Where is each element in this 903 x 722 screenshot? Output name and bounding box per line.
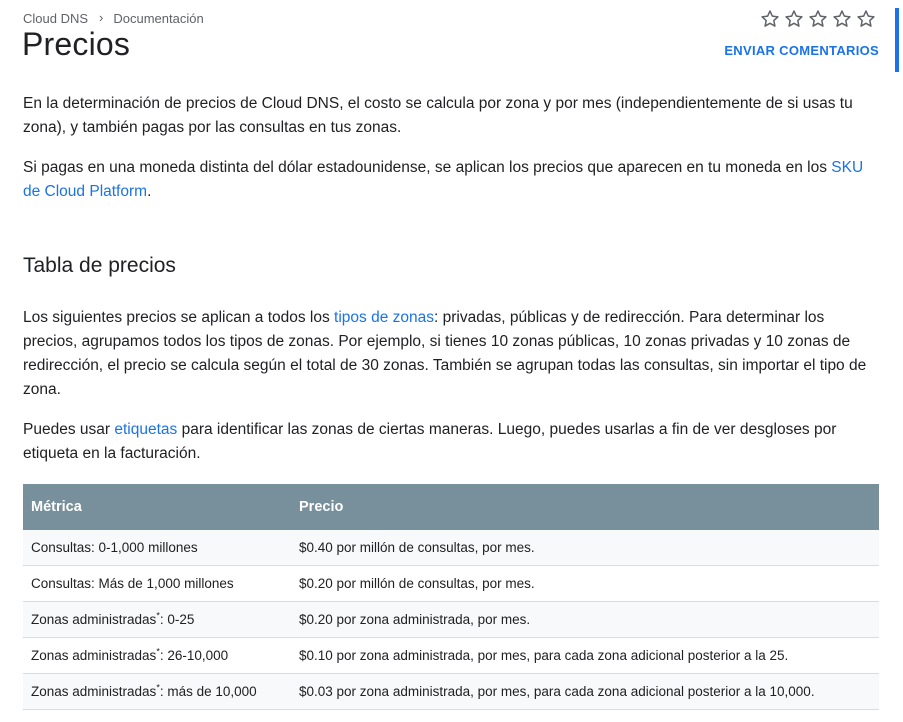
table-row xyxy=(23,566,879,602)
table-row xyxy=(23,638,879,674)
page-title: Precios xyxy=(22,26,131,62)
metric-cell xyxy=(23,530,291,566)
metric-range: : más de 10,000 xyxy=(159,684,257,699)
header-metric: Métrica xyxy=(23,484,291,530)
price-cell: $0.40 por millón de consultas, por mes. xyxy=(291,530,879,566)
zone-types-link[interactable]: tipos de zonas xyxy=(334,309,435,326)
metric-label: Consultas: 0-1,000 millones xyxy=(31,540,198,555)
metric-label: Zonas administradas xyxy=(31,684,157,699)
star-icon[interactable] xyxy=(784,9,804,29)
metric-cell xyxy=(23,674,291,710)
feedback-accent-bar xyxy=(895,8,899,72)
footnote-marker: * xyxy=(156,610,160,621)
sku-link[interactable]: SKU de Cloud Platform xyxy=(23,159,864,200)
metric-cell xyxy=(23,638,291,674)
metric-label: Consultas: Más de 1,000 millones xyxy=(31,576,234,591)
star-icon[interactable] xyxy=(760,9,780,29)
labels-paragraph xyxy=(23,418,881,466)
metric-label: Zonas administradas xyxy=(31,648,157,663)
price-cell: $0.20 por zona administrada, por mes. xyxy=(291,602,879,638)
breadcrumb-documentacion[interactable]: Documentación xyxy=(113,11,204,26)
rating-stars xyxy=(760,9,876,29)
metric-cell xyxy=(23,566,291,602)
metric-label: Zonas administradas xyxy=(31,612,157,627)
zone-types-paragraph xyxy=(23,306,881,402)
table-row xyxy=(23,674,879,710)
star-icon[interactable] xyxy=(832,9,852,29)
zone-types-text: Los siguientes precios se aplican a todos los xyxy=(23,309,335,326)
labels-text: Puedes usar xyxy=(23,421,115,438)
metric-range: : 0-25 xyxy=(159,612,195,627)
header-price: Precio xyxy=(291,484,879,530)
metric-cell xyxy=(23,602,291,638)
section-title: Tabla de precios xyxy=(23,254,176,277)
star-icon[interactable] xyxy=(808,9,828,29)
table-row xyxy=(23,602,879,638)
metric-range: : 26-10,000 xyxy=(159,648,229,663)
chevron-right-icon: › xyxy=(99,10,104,25)
pricing-table xyxy=(23,484,879,710)
zone-types-text-end: : privadas, públicas y de redirección. Para determinar los precios, agrupamos todos los tipos de zonas. Por ejemplo, si tienes 10 zonas públicas, 10 zonas privadas y 10 zonas de redirección, el precio se calcula según el total de 30 zonas. También se agrupan todas las consultas, sin importar el tipo de zona. xyxy=(23,309,867,398)
currency-paragraph xyxy=(23,156,881,204)
price-cell: $0.20 por millón de consultas, por mes. xyxy=(291,566,879,602)
breadcrumb-cloud-dns[interactable]: Cloud DNS xyxy=(23,11,89,26)
price-cell: $0.03 por zona administrada, por mes, para cada zona adicional posterior a la 10,000. xyxy=(291,674,879,710)
intro-paragraph: En la determinación de precios de Cloud DNS, el costo se calcula por zona y por mes (independientemente de si usas tu zona), y también pagas por las consultas en tus zonas. xyxy=(23,95,853,136)
table-row xyxy=(23,530,879,566)
footnote-marker: * xyxy=(156,682,160,693)
send-feedback-button[interactable]: ENVIAR COMENTARIOS xyxy=(724,43,879,58)
price-cell: $0.10 por zona administrada, por mes, para cada zona adicional posterior a la 25. xyxy=(291,638,879,674)
labels-link[interactable]: etiquetas xyxy=(114,421,178,438)
labels-text-end: para identificar las zonas de ciertas maneras. Luego, puedes usarlas a fin de ver desgloses por etiqueta en la facturación. xyxy=(23,421,837,462)
star-icon[interactable] xyxy=(856,9,876,29)
table-header-row xyxy=(23,484,879,530)
breadcrumb xyxy=(23,11,204,26)
currency-text: Si pagas en una moneda distinta del dólar estadounidense, se aplican los precios que aparecen en tu moneda en los xyxy=(23,159,832,176)
currency-text-end: . xyxy=(147,183,152,200)
footnote-marker: * xyxy=(156,646,160,657)
